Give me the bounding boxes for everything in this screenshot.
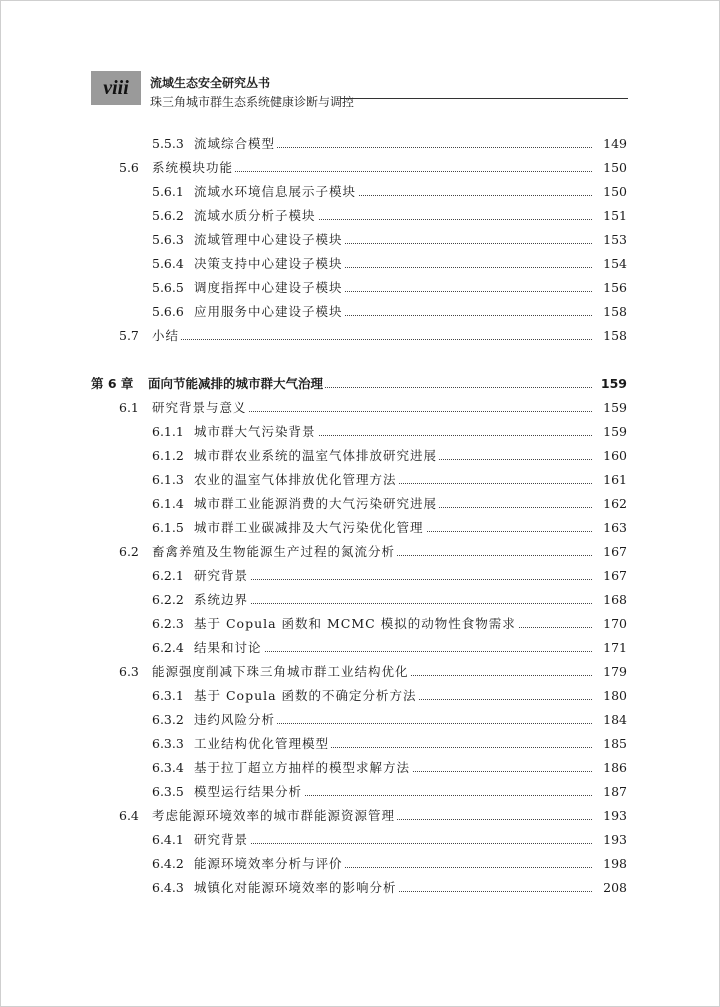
toc-row[interactable]: [0, 227, 720, 251]
toc-row[interactable]: [0, 443, 720, 467]
toc-page-number: 159: [603, 423, 627, 439]
toc-title: 面向节能减排的城市群大气治理: [148, 376, 324, 391]
toc-title: 流域综合模型: [194, 136, 276, 151]
toc-number: 6.1.1: [152, 423, 184, 439]
toc-title: 基于拉丁超立方抽样的模型求解方法: [194, 760, 411, 775]
toc-title: 流域水质分析子模块: [194, 208, 316, 223]
toc-title: 研究背景: [194, 568, 249, 583]
toc-page-number: 162: [603, 495, 627, 511]
toc-row[interactable]: [0, 587, 720, 611]
toc-row[interactable]: [0, 323, 720, 347]
toc-page-number: 151: [603, 207, 627, 223]
toc-page-number: 167: [603, 543, 627, 559]
toc-page-number: 185: [603, 735, 627, 751]
toc-title: 模型运行结果分析: [194, 784, 303, 799]
toc-title: 调度指挥中心建设子模块: [194, 280, 343, 295]
toc-page-number: 161: [603, 471, 627, 487]
toc-page-number: 160: [603, 447, 627, 463]
toc-page-number: 153: [603, 231, 627, 247]
toc-title: 城市群大气污染背景: [194, 424, 316, 439]
toc-page-number: 158: [603, 303, 627, 319]
toc-row[interactable]: [0, 131, 720, 155]
series-title: 流域生态安全研究丛书: [150, 76, 271, 90]
toc-number: 5.6.4: [152, 255, 184, 271]
toc-row[interactable]: [0, 875, 720, 899]
toc-dot-leader: [194, 843, 592, 844]
toc-number: 6.1.2: [152, 447, 184, 463]
toc-number: 6.3.3: [152, 735, 184, 751]
toc-number: 5.6.1: [152, 183, 184, 199]
toc-title: 能源环境效率分析与评价: [194, 856, 343, 871]
toc-page-number: 186: [603, 759, 627, 775]
toc-page-number: 149: [603, 135, 627, 151]
toc-number: 6.2.2: [152, 591, 184, 607]
toc-title: 城市群工业能源消费的大气污染研究进展: [194, 496, 438, 511]
toc-number: 5.6.3: [152, 231, 184, 247]
page-number: viii: [103, 76, 129, 99]
toc-title: 基于 Copula 函数的不确定分析方法: [194, 688, 417, 703]
toc-number: 6.1.3: [152, 471, 184, 487]
toc-title: 能源强度削减下珠三角城市群工业结构优化: [152, 664, 409, 679]
toc-number: 6.2: [119, 543, 139, 559]
toc-page-number: 179: [603, 663, 627, 679]
toc-row[interactable]: [0, 515, 720, 539]
toc-title: 决策支持中心建设子模块: [194, 256, 343, 271]
toc-title: 违约风险分析: [194, 712, 276, 727]
toc-number: 6.3.2: [152, 711, 184, 727]
toc-row[interactable]: [0, 803, 720, 827]
toc-title: 研究背景: [194, 832, 249, 847]
toc-number: 5.6.5: [152, 279, 184, 295]
toc-row[interactable]: [0, 563, 720, 587]
toc-page-number: 154: [603, 255, 627, 271]
toc-row[interactable]: [0, 731, 720, 755]
toc-number: 第 6 章: [91, 376, 134, 391]
toc-title: 流域水环境信息展示子模块: [194, 184, 357, 199]
toc-row[interactable]: [0, 851, 720, 875]
toc-title: 农业的温室气体排放优化管理方法: [194, 472, 397, 487]
toc-title: 应用服务中心建设子模块: [194, 304, 343, 319]
toc-row[interactable]: [0, 275, 720, 299]
toc-number: 6.1.4: [152, 495, 184, 511]
toc-dot-leader: [152, 339, 592, 340]
toc-dot-leader: [194, 579, 592, 580]
toc-row[interactable]: [0, 467, 720, 491]
toc-row[interactable]: [0, 251, 720, 275]
toc-dot-leader: [194, 603, 592, 604]
toc-number: 5.7: [119, 327, 139, 343]
toc-page-number: 163: [603, 519, 627, 535]
page-number-badge: [91, 71, 141, 105]
toc-row[interactable]: [0, 539, 720, 563]
toc-number: 6.4.3: [152, 879, 184, 895]
toc-title: 系统模块功能: [152, 160, 234, 175]
toc-row[interactable]: [0, 827, 720, 851]
toc-number: 6.3: [119, 663, 139, 679]
toc-number: 5.6.6: [152, 303, 184, 319]
toc-row[interactable]: [0, 299, 720, 323]
toc-number: 6.4.2: [152, 855, 184, 871]
toc-number: 6.3.5: [152, 783, 184, 799]
toc-page-number: 208: [603, 879, 627, 895]
toc-title: 研究背景与意义: [152, 400, 247, 415]
toc-page-number: 180: [603, 687, 627, 703]
toc-row[interactable]: [0, 635, 720, 659]
toc-title: 流域管理中心建设子模块: [194, 232, 343, 247]
toc-page-number: 193: [603, 831, 627, 847]
toc-number: 6.4: [119, 807, 139, 823]
toc-number: 6.2.3: [152, 615, 184, 631]
toc-title: 城镇化对能源环境效率的影响分析: [194, 880, 397, 895]
toc-title: 城市群工业碳减排及大气污染优化管理: [194, 520, 424, 535]
toc-page-number: 150: [603, 183, 627, 199]
toc-row[interactable]: [0, 491, 720, 515]
toc-number: 6.4.1: [152, 831, 184, 847]
toc-page-number: 170: [603, 615, 627, 631]
toc-title: 结果和讨论: [194, 640, 262, 655]
toc-page-number: 184: [603, 711, 627, 727]
toc-number: 6.3.1: [152, 687, 184, 703]
toc-row[interactable]: [0, 611, 720, 635]
toc-number: 6.2.1: [152, 567, 184, 583]
header-rule: [340, 98, 628, 99]
toc-title: 畜禽养殖及生物能源生产过程的氮流分析: [152, 544, 396, 559]
toc-number: 5.6.2: [152, 207, 184, 223]
toc-page-number: 193: [603, 807, 627, 823]
toc-page-number: 156: [603, 279, 627, 295]
toc-page-number: 158: [603, 327, 627, 343]
toc-page-number: 187: [603, 783, 627, 799]
toc-title: 小结: [152, 328, 180, 343]
toc-number: 6.3.4: [152, 759, 184, 775]
toc-row[interactable]: [0, 419, 720, 443]
toc-row[interactable]: [0, 155, 720, 179]
toc-row[interactable]: [0, 755, 720, 779]
toc-row[interactable]: [0, 203, 720, 227]
toc-title: 考虑能源环境效率的城市群能源资源管理: [152, 808, 396, 823]
toc-page-number: 198: [603, 855, 627, 871]
toc-page-number: 168: [603, 591, 627, 607]
toc-row[interactable]: [0, 683, 720, 707]
toc-title: 城市群农业系统的温室气体排放研究进展: [194, 448, 438, 463]
toc-row[interactable]: [0, 779, 720, 803]
toc-row[interactable]: [0, 395, 720, 419]
toc-number: 6.2.4: [152, 639, 184, 655]
toc-number: 6.1: [119, 399, 139, 415]
toc-number: 6.1.5: [152, 519, 184, 535]
toc-title: 工业结构优化管理模型: [194, 736, 330, 751]
toc-row[interactable]: [0, 659, 720, 683]
toc-number: 5.5.3: [152, 135, 184, 151]
toc-title: 基于 Copula 函数和 MCMC 模拟的动物性食物需求: [194, 616, 516, 631]
toc-page-number: 171: [603, 639, 627, 655]
book-title: 珠三角城市群生态系统健康诊断与调控: [150, 95, 355, 109]
toc-row[interactable]: [0, 707, 720, 731]
toc-title: 系统边界: [194, 592, 249, 607]
toc-row[interactable]: [0, 179, 720, 203]
toc-chapter-row[interactable]: [0, 371, 720, 395]
toc-page-number: 150: [603, 159, 627, 175]
toc-number: 5.6: [119, 159, 139, 175]
toc-page-number: 167: [603, 567, 627, 583]
toc-page-number: 159: [600, 375, 627, 391]
toc-page-number: 159: [603, 399, 627, 415]
